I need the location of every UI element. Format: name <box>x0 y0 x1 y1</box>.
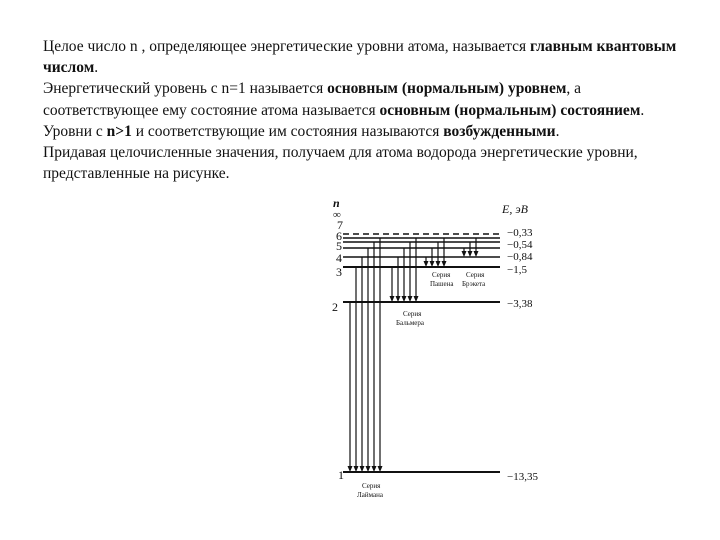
term-principal-quantum-number: главным квантовым числом <box>43 38 677 77</box>
level-number-6: 6 <box>336 229 342 243</box>
term-ground-level: основным (нормальным) уровнем <box>327 80 567 98</box>
term-ground-state: основным (нормальным) состоянием <box>379 101 641 119</box>
text-run: . <box>640 101 645 119</box>
text-run: , а соответствующее ему состояние атома называется <box>43 80 582 119</box>
text-run: . <box>555 122 560 140</box>
text-run: . <box>94 59 99 77</box>
level-number-3: 3 <box>336 265 342 279</box>
text-run: Уровни с <box>43 122 103 140</box>
paschen-series-label-1: Серия <box>432 271 451 279</box>
brackett-arrow-3-head <box>474 251 479 257</box>
level-number-7: 7 <box>337 218 343 232</box>
brackett-arrow-2-head <box>468 251 473 257</box>
brackett-series-label-1: Серия <box>466 271 485 279</box>
level-number-4: 4 <box>336 251 342 265</box>
text-run: Энергетический уровень с n=1 называется <box>43 80 324 98</box>
energy-label-n2: −3,38 <box>507 298 533 310</box>
level-number-1: 1 <box>338 468 344 482</box>
energy-label-n3: −1,5 <box>507 264 527 276</box>
level-number-2: 2 <box>332 300 338 314</box>
energy-label-n6: −0,33 <box>507 227 533 239</box>
balmer-series-label-2: Бальмера <box>396 319 425 327</box>
level-number-5: 5 <box>336 239 342 253</box>
brackett-arrow-1-head <box>462 251 467 257</box>
lyman-series-label-2: Лаймана <box>357 491 383 499</box>
paragraph-hydrogen-levels: Придавая целочисленные значения, получаем для атома водорода энергетические уровни, представленные на рисунке. <box>43 144 638 183</box>
n-axis-label: n <box>333 196 340 210</box>
term-n-greater-one: n>1 <box>106 122 132 140</box>
energy-label-n5: −0,54 <box>507 239 533 251</box>
brackett-series-label-2: Брэкета <box>462 280 486 288</box>
energy-label-n1: −13,35 <box>507 471 538 483</box>
lyman-series-label-1: Серия <box>362 482 381 490</box>
energy-levels <box>343 234 500 472</box>
term-excited: возбужденными <box>443 122 556 140</box>
text-run: Целое число n , определяющее энергетические уровни атома, называется <box>43 38 527 55</box>
transition-arrows <box>348 238 479 472</box>
n-infinity-label: ∞ <box>333 209 341 221</box>
energy-axis-label: E, эВ <box>502 202 528 216</box>
balmer-series-label-1: Серия <box>403 310 422 318</box>
energy-label-n4: −0,84 <box>507 251 533 263</box>
paschen-series-label-2: Пашена <box>430 280 454 288</box>
text-run: и соответствующие им состояния называются <box>135 122 440 140</box>
